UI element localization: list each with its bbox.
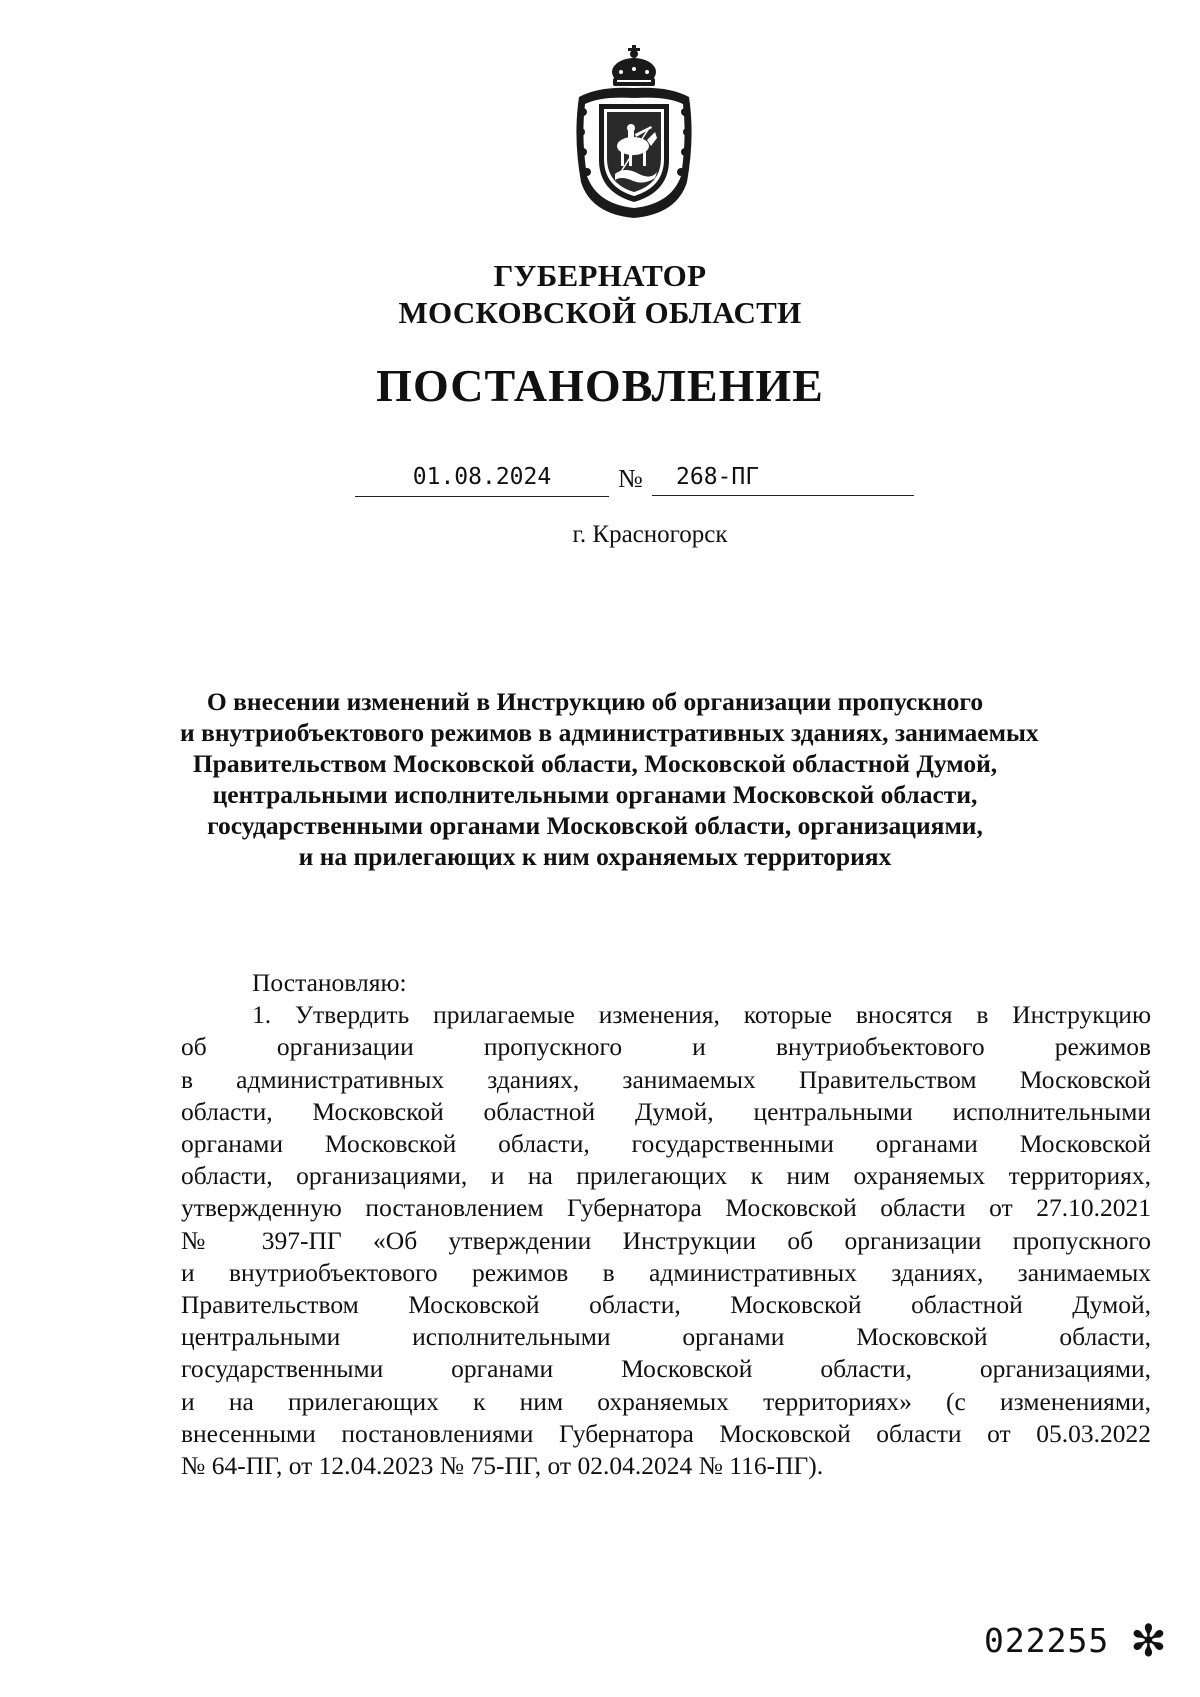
body-line: государственными органами Московской области, организациями, (181, 1354, 1151, 1384)
issue-city: г. Красногорск (572, 521, 728, 548)
body-line: органами Московской области, государственными органами Московской (181, 1129, 1151, 1159)
body-line: № 397-ПГ «Об утверждении Инструкции об организации пропускного (181, 1225, 1151, 1255)
document-type-title: ПОСТАНОВЛЕНИЕ (376, 360, 824, 411)
authority-title-line1: ГУБЕРНАТОР (493, 258, 707, 293)
body-line: внесенными постановлениями Губернатора Московской области от 05.03.2022 (181, 1418, 1151, 1448)
body-line: 1. Утвердить прилагаемые изменения, которые вносятся в Инструкцию (252, 1000, 1151, 1030)
body-line: в административных зданиях, занимаемых Правительством Московской (181, 1064, 1151, 1094)
subject-line: центральными исполнительными органами Московской области, (212, 780, 978, 809)
body-line: Правительством Московской области, Московской областной Думой, (181, 1290, 1151, 1320)
form-serial-number: 022255 (984, 1621, 1110, 1660)
body-line: области, организациями, и на прилегающих к ним охраняемых территориях, (181, 1161, 1151, 1191)
subject-line: Правительством Московской области, Московской областной Думой, (192, 749, 998, 778)
subject-line: и на прилегающих к ним охраняемых территориях (298, 842, 892, 871)
asterisk-mark-icon: ✻ (1130, 1616, 1167, 1667)
registration-number-sign: № (618, 464, 643, 493)
document-body (181, 967, 1151, 1482)
body-line: и на прилегающих к ним охраняемых территориях» (с изменениями, (181, 1386, 1151, 1416)
body-line: утвержденную постановлением Губернатора Московской области от 27.10.2021 (181, 1193, 1151, 1223)
document-subject (180, 686, 1039, 872)
body-line: области, Московской областной Думой, центральными исполнительными (181, 1096, 1151, 1126)
registration-number: 268-ПГ (652, 462, 914, 496)
body-line: об организации пропускного и внутриобъектового режимов (181, 1032, 1151, 1062)
moscow-oblast-coat-of-arms-icon (569, 42, 699, 220)
body-line: № 64-ПГ, от 12.04.2023 № 75-ПГ, от 02.04.2024 № 116-ПГ). (181, 1451, 824, 1481)
body-line: и внутриобъектового режимов в административных зданиях, занимаемых (181, 1257, 1151, 1287)
subject-line: О внесении изменений в Инструкцию об организации пропускного (206, 687, 984, 716)
authority-title-line2: МОСКОВСКОЙ ОБЛАСТИ (398, 295, 802, 330)
registration-date: 01.08.2024 (355, 462, 609, 497)
body-line: центральными исполнительными органами Московской области, (181, 1322, 1151, 1352)
subject-line: государственными органами Московской области, организациями, (207, 811, 983, 840)
decree-word: Постановляю: (252, 968, 407, 997)
subject-line: и внутриобъектового режимов в административных зданиях, занимаемых (180, 718, 1039, 747)
